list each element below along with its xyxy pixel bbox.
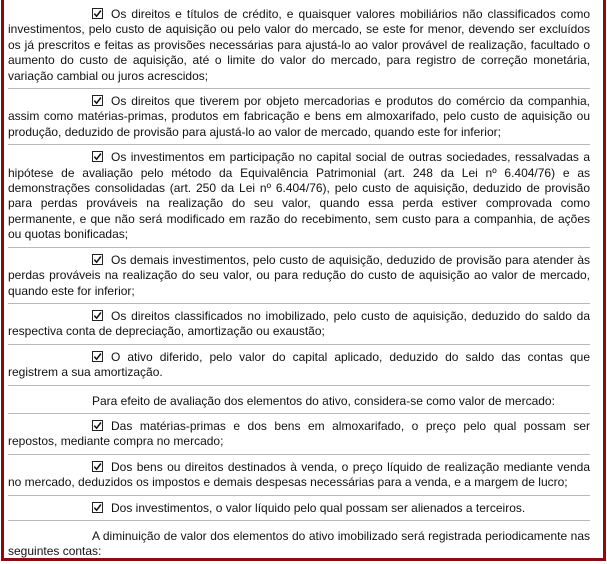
item-text: Os direitos que tiverem por objeto mercadorias e produtos do comércio da companhia, assim como matérias-primas, produtos em fabricação e bens em almoxarifado, pelo custo de aquisição ou produção, deduzido de provisão para ajustá-lo ao valor de mercado, quando este for inferior; xyxy=(8,94,590,139)
separator xyxy=(8,344,590,345)
item-text: Os direitos classificados no imobilizado, pelo custo de aquisição, deduzido do saldo da respectiva conta de depreciação, amortização ou exaustão; xyxy=(8,308,590,339)
item-text: Os direitos e títulos de crédito, e quaisquer valores mobiliários não classificados como investimentos, pelo custo de aquisição ou pelo valor do mercado, se este for menor, devendo ser excluídos os já prescritos e feitas as provisões necessárias para ajustá-lo ao valor provável de realização, facultado o aumento do custo de aquisição, até o limite do valor do mercado, para registro de correção monetária, variação cambial ou juros acrescidos; xyxy=(8,7,590,83)
checkbox-checked-icon xyxy=(92,254,103,265)
checkbox-checked-icon xyxy=(92,420,103,431)
separator xyxy=(8,385,590,386)
separator xyxy=(8,495,590,496)
checkbox-checked-icon xyxy=(92,351,103,362)
list-item xyxy=(8,501,590,516)
document-frame xyxy=(1,0,606,561)
checkbox-checked-icon xyxy=(92,310,103,321)
separator xyxy=(8,144,590,145)
list-item xyxy=(8,150,590,242)
intro-text: Para efeito de avaliação dos elementos do ativo, considera-se como valor de mercado: xyxy=(92,393,555,408)
closing-paragraph xyxy=(8,529,590,560)
checkbox-checked-icon xyxy=(92,151,103,162)
item-text: Das matérias-primas e dos bens em almoxarifado, o preço pelo qual possam ser repostos, mediante compra no mercado; xyxy=(8,418,590,449)
list-item xyxy=(8,309,590,340)
document-content xyxy=(8,7,590,564)
item-text: Dos bens ou direitos destinados à venda, o preço líquido de realização mediante venda no mercado, deduzidos os impostos e demais despesas necessárias para a venda, e a margem de lucro; xyxy=(8,459,590,490)
intro-paragraph xyxy=(8,394,590,409)
closing-text: A diminuição de valor dos elementos do ativo imobilizado será registrada periodicamente nas seguintes contas: xyxy=(8,528,590,559)
separator xyxy=(8,247,590,248)
item-text: Os demais investimentos, pelo custo de aquisição, deduzido de provisão para atender às perdas prováveis na realização do seu valor, ou para redução do custo de aquisição ao valor de mercado, quando este for inferior; xyxy=(8,252,590,298)
separator xyxy=(8,413,590,414)
list-item xyxy=(8,350,590,381)
list-item xyxy=(8,94,590,140)
separator xyxy=(8,520,590,521)
list-item xyxy=(8,460,590,491)
checkbox-checked-icon xyxy=(92,461,103,472)
separator xyxy=(8,88,590,89)
item-text: Dos investimentos, o valor líquido pelo qual possam ser alienados a terceiros. xyxy=(111,500,526,515)
item-text: O ativo diferido, pelo valor do capital aplicado, deduzido do saldo das contas que registrem a sua amortização. xyxy=(8,349,590,380)
list-item xyxy=(8,253,590,299)
list-item xyxy=(8,7,590,84)
item-text: Os investimentos em participação no capital social de outras sociedades, ressalvadas a hipótese de avaliação pelo método da Equivalência Patrimonial (art. 248 da Lei nº 6.404/76) e as demonstrações consolidadas (art. 250 da Lei nº 6.404/76), pelo custo de aquisição, deduzido de provisão para perdas prováveis na realização do seu valor, quando essa perda estiver comprovada como permanente, e que não será modificado em razão do recebimento, sem custo para a companhia, de ações ou quotas bonificadas; xyxy=(8,150,590,242)
checkbox-checked-icon xyxy=(92,95,103,106)
separator xyxy=(8,454,590,455)
separator xyxy=(8,303,590,304)
list-item xyxy=(8,419,590,450)
checkbox-checked-icon xyxy=(92,502,103,513)
checkbox-checked-icon xyxy=(92,8,103,19)
